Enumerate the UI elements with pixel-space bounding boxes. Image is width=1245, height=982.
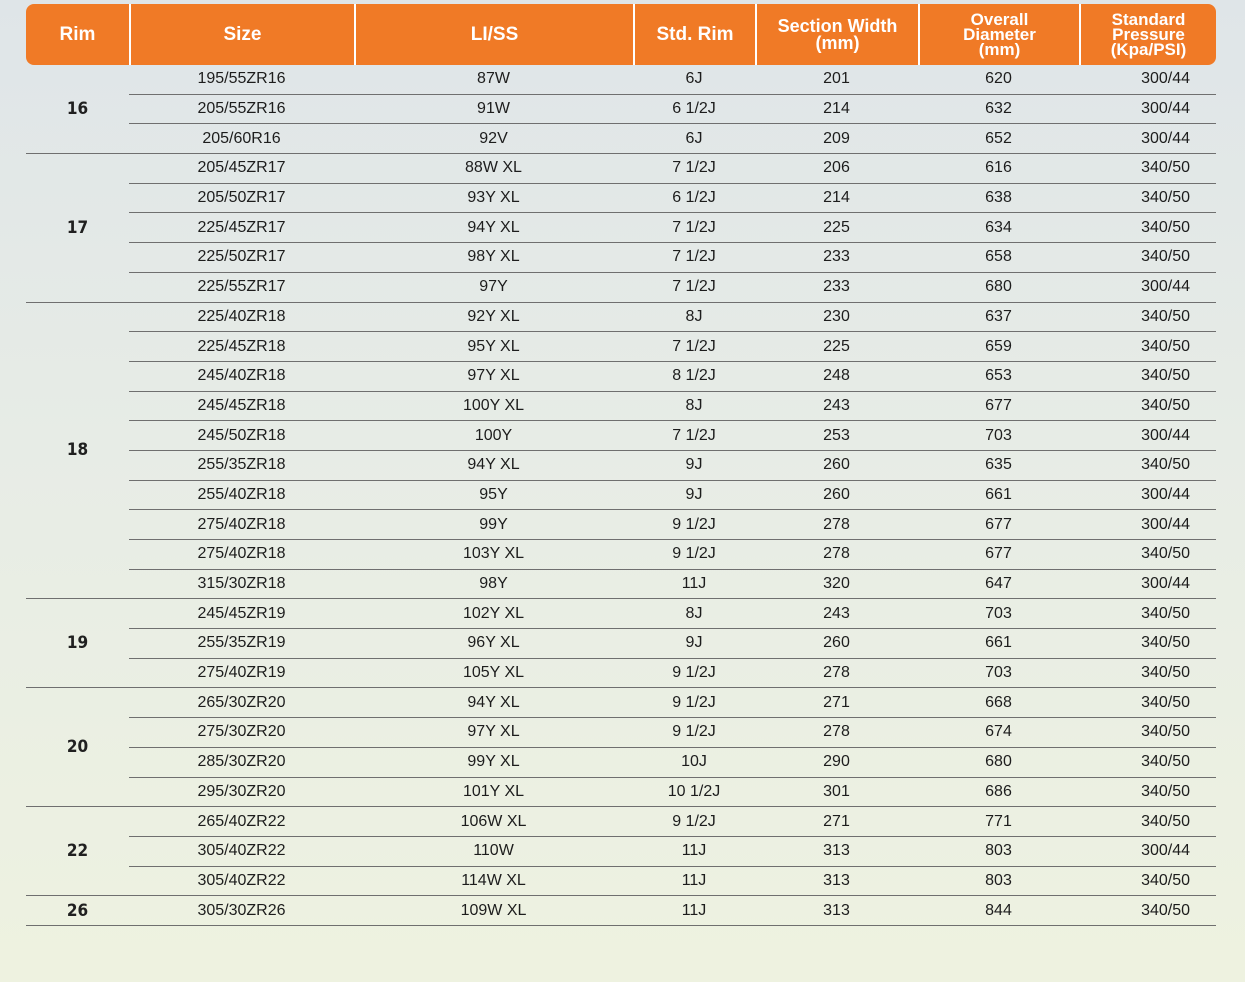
- cell-std-rim: 7 1/2J: [633, 243, 755, 273]
- cell-overall-diameter: 632: [918, 95, 1079, 125]
- cell-std-rim: 9J: [633, 481, 755, 511]
- cell-rim: 16: [26, 65, 129, 154]
- cell-pressure: 300/44: [1079, 570, 1216, 600]
- cell-rim: 18: [26, 303, 129, 600]
- cell-pressure: 340/50: [1079, 896, 1216, 926]
- cell-section-width: 233: [755, 273, 918, 303]
- cell-rim: 19: [26, 599, 129, 688]
- cell-section-width: 301: [755, 778, 918, 808]
- table-row: [26, 213, 1216, 243]
- cell-pressure: 340/50: [1079, 718, 1216, 748]
- cell-section-width: 214: [755, 184, 918, 214]
- cell-pressure: 340/50: [1079, 213, 1216, 243]
- cell-section-width: 271: [755, 688, 918, 718]
- cell-std-rim: 7 1/2J: [633, 213, 755, 243]
- cell-size: 195/55ZR16: [129, 65, 354, 95]
- cell-std-rim: 9J: [633, 629, 755, 659]
- cell-load-speed: 102Y XL: [354, 599, 633, 629]
- cell-overall-diameter: 668: [918, 688, 1079, 718]
- cell-overall-diameter: 652: [918, 124, 1079, 154]
- cell-overall-diameter: 686: [918, 778, 1079, 808]
- cell-section-width: 290: [755, 748, 918, 778]
- cell-overall-diameter: 658: [918, 243, 1079, 273]
- cell-pressure: 300/44: [1079, 65, 1216, 95]
- cell-size: 245/50ZR18: [129, 421, 354, 451]
- cell-overall-diameter: 680: [918, 273, 1079, 303]
- cell-overall-diameter: 803: [918, 837, 1079, 867]
- cell-overall-diameter: 616: [918, 154, 1079, 184]
- table-header-row: [26, 4, 1216, 65]
- cell-overall-diameter: 674: [918, 718, 1079, 748]
- table-row: [26, 629, 1216, 659]
- cell-rim: 22: [26, 807, 129, 896]
- cell-load-speed: 97Y: [354, 273, 633, 303]
- cell-pressure: 340/50: [1079, 243, 1216, 273]
- table-row: [26, 481, 1216, 511]
- table-row: [26, 688, 1216, 718]
- cell-size: 285/30ZR20: [129, 748, 354, 778]
- table-row: [26, 540, 1216, 570]
- cell-overall-diameter: 677: [918, 392, 1079, 422]
- cell-pressure: 340/50: [1079, 659, 1216, 689]
- cell-rim: 17: [26, 154, 129, 302]
- table-row: [26, 65, 1216, 95]
- cell-pressure: 340/50: [1079, 303, 1216, 333]
- header-overall-diameter-line3: (mm): [978, 40, 1021, 59]
- cell-load-speed: 109W XL: [354, 896, 633, 926]
- cell-load-speed: 97Y XL: [354, 718, 633, 748]
- cell-std-rim: 10J: [633, 748, 755, 778]
- cell-load-speed: 99Y: [354, 510, 633, 540]
- cell-pressure: 300/44: [1079, 510, 1216, 540]
- cell-section-width: 260: [755, 481, 918, 511]
- cell-load-speed: 97Y XL: [354, 362, 633, 392]
- cell-load-speed: 98Y: [354, 570, 633, 600]
- cell-load-speed: 92Y XL: [354, 303, 633, 333]
- cell-size: 305/40ZR22: [129, 837, 354, 867]
- cell-size: 245/45ZR19: [129, 599, 354, 629]
- cell-overall-diameter: 677: [918, 510, 1079, 540]
- cell-pressure: 340/50: [1079, 154, 1216, 184]
- cell-size: 225/45ZR18: [129, 332, 354, 362]
- cell-pressure: 340/50: [1079, 867, 1216, 897]
- table-row: [26, 303, 1216, 333]
- cell-load-speed: 103Y XL: [354, 540, 633, 570]
- cell-load-speed: 87W: [354, 65, 633, 95]
- cell-pressure: 300/44: [1079, 95, 1216, 125]
- header-load-index-speed: [354, 4, 633, 65]
- cell-load-speed: 92V: [354, 124, 633, 154]
- cell-std-rim: 11J: [633, 837, 755, 867]
- cell-size: 225/40ZR18: [129, 303, 354, 333]
- cell-size: 275/40ZR19: [129, 659, 354, 689]
- cell-pressure: 340/50: [1079, 451, 1216, 481]
- cell-std-rim: 7 1/2J: [633, 154, 755, 184]
- cell-rim: 20: [26, 688, 129, 807]
- cell-overall-diameter: 637: [918, 303, 1079, 333]
- cell-load-speed: 110W: [354, 837, 633, 867]
- cell-load-speed: 100Y: [354, 421, 633, 451]
- cell-pressure: 300/44: [1079, 837, 1216, 867]
- table-row: [26, 154, 1216, 184]
- cell-overall-diameter: 635: [918, 451, 1079, 481]
- cell-std-rim: 11J: [633, 896, 755, 926]
- table-row: [26, 718, 1216, 748]
- cell-section-width: 278: [755, 718, 918, 748]
- cell-load-speed: 95Y: [354, 481, 633, 511]
- cell-size: 275/40ZR18: [129, 510, 354, 540]
- cell-size: 265/30ZR20: [129, 688, 354, 718]
- cell-std-rim: 7 1/2J: [633, 421, 755, 451]
- cell-section-width: 248: [755, 362, 918, 392]
- cell-load-speed: 99Y XL: [354, 748, 633, 778]
- cell-overall-diameter: 703: [918, 659, 1079, 689]
- cell-overall-diameter: 771: [918, 807, 1079, 837]
- cell-overall-diameter: 803: [918, 867, 1079, 897]
- cell-size: 295/30ZR20: [129, 778, 354, 808]
- cell-pressure: 340/50: [1079, 629, 1216, 659]
- cell-load-speed: 105Y XL: [354, 659, 633, 689]
- cell-size: 265/40ZR22: [129, 807, 354, 837]
- cell-load-speed: 100Y XL: [354, 392, 633, 422]
- cell-section-width: 278: [755, 540, 918, 570]
- header-rim-label: Rim: [59, 24, 96, 45]
- cell-size: 205/45ZR17: [129, 154, 354, 184]
- table-row: [26, 95, 1216, 125]
- cell-pressure: 340/50: [1079, 807, 1216, 837]
- cell-pressure: 300/44: [1079, 124, 1216, 154]
- header-section-width: [755, 4, 918, 65]
- cell-rim: 26: [26, 896, 129, 926]
- cell-overall-diameter: 703: [918, 421, 1079, 451]
- cell-std-rim: 6J: [633, 124, 755, 154]
- cell-section-width: 201: [755, 65, 918, 95]
- cell-overall-diameter: 620: [918, 65, 1079, 95]
- table-row: [26, 570, 1216, 600]
- cell-std-rim: 8 1/2J: [633, 362, 755, 392]
- cell-load-speed: 93Y XL: [354, 184, 633, 214]
- cell-load-speed: 94Y XL: [354, 213, 633, 243]
- cell-load-speed: 96Y XL: [354, 629, 633, 659]
- cell-load-speed: 94Y XL: [354, 451, 633, 481]
- cell-pressure: 300/44: [1079, 421, 1216, 451]
- cell-size: 205/55ZR16: [129, 95, 354, 125]
- cell-section-width: 225: [755, 213, 918, 243]
- table-row: [26, 837, 1216, 867]
- cell-load-speed: 91W: [354, 95, 633, 125]
- header-size-label: Size: [223, 24, 262, 45]
- table-row: [26, 510, 1216, 540]
- table-row: [26, 659, 1216, 689]
- cell-section-width: 278: [755, 510, 918, 540]
- header-standard-pressure-line1: Standard: [1111, 10, 1186, 29]
- table-row: [26, 362, 1216, 392]
- cell-overall-diameter: 680: [918, 748, 1079, 778]
- cell-pressure: 340/50: [1079, 392, 1216, 422]
- cell-section-width: 206: [755, 154, 918, 184]
- cell-std-rim: 8J: [633, 303, 755, 333]
- cell-size: 205/50ZR17: [129, 184, 354, 214]
- table-row: [26, 778, 1216, 808]
- header-section-width-line2: (mm): [815, 32, 860, 53]
- cell-section-width: 320: [755, 570, 918, 600]
- cell-std-rim: 6J: [633, 65, 755, 95]
- cell-std-rim: 9J: [633, 451, 755, 481]
- header-standard-pressure-line3: (Kpa/PSI): [1110, 40, 1187, 59]
- cell-overall-diameter: 638: [918, 184, 1079, 214]
- table-row: [26, 124, 1216, 154]
- cell-pressure: 340/50: [1079, 540, 1216, 570]
- cell-size: 225/45ZR17: [129, 213, 354, 243]
- cell-std-rim: 11J: [633, 570, 755, 600]
- cell-std-rim: 9 1/2J: [633, 688, 755, 718]
- cell-section-width: 209: [755, 124, 918, 154]
- table-row: [26, 748, 1216, 778]
- cell-size: 255/35ZR18: [129, 451, 354, 481]
- cell-size: 245/40ZR18: [129, 362, 354, 392]
- cell-load-speed: 106W XL: [354, 807, 633, 837]
- cell-pressure: 340/50: [1079, 688, 1216, 718]
- cell-std-rim: 6 1/2J: [633, 184, 755, 214]
- cell-std-rim: 7 1/2J: [633, 273, 755, 303]
- cell-std-rim: 9 1/2J: [633, 807, 755, 837]
- cell-section-width: 313: [755, 837, 918, 867]
- table-row: [26, 184, 1216, 214]
- cell-load-speed: 101Y XL: [354, 778, 633, 808]
- cell-size: 205/60R16: [129, 124, 354, 154]
- header-section-width-line1: Section Width: [777, 15, 898, 36]
- table-row: [26, 451, 1216, 481]
- cell-size: 275/40ZR18: [129, 540, 354, 570]
- cell-load-speed: 98Y XL: [354, 243, 633, 273]
- cell-size: 225/50ZR17: [129, 243, 354, 273]
- cell-pressure: 300/44: [1079, 481, 1216, 511]
- cell-size: 275/30ZR20: [129, 718, 354, 748]
- table-row: [26, 273, 1216, 303]
- cell-overall-diameter: 844: [918, 896, 1079, 926]
- cell-section-width: 230: [755, 303, 918, 333]
- tire-size-table: [26, 4, 1216, 926]
- table-row: [26, 421, 1216, 451]
- cell-overall-diameter: 677: [918, 540, 1079, 570]
- cell-std-rim: 6 1/2J: [633, 95, 755, 125]
- cell-overall-diameter: 659: [918, 332, 1079, 362]
- table-row: [26, 332, 1216, 362]
- header-std-rim-label: Std. Rim: [656, 24, 734, 45]
- cell-section-width: 313: [755, 867, 918, 897]
- table-row: [26, 392, 1216, 422]
- cell-pressure: 340/50: [1079, 748, 1216, 778]
- header-size: [129, 4, 354, 65]
- cell-load-speed: 94Y XL: [354, 688, 633, 718]
- header-liss-label: LI/SS: [470, 24, 519, 45]
- cell-section-width: 214: [755, 95, 918, 125]
- cell-size: 305/30ZR26: [129, 896, 354, 926]
- cell-size: 305/40ZR22: [129, 867, 354, 897]
- cell-load-speed: 88W XL: [354, 154, 633, 184]
- table-row: [26, 243, 1216, 273]
- cell-std-rim: 9 1/2J: [633, 540, 755, 570]
- cell-size: 225/55ZR17: [129, 273, 354, 303]
- cell-size: 255/40ZR18: [129, 481, 354, 511]
- cell-section-width: 233: [755, 243, 918, 273]
- cell-overall-diameter: 647: [918, 570, 1079, 600]
- header-standard-pressure: [1079, 4, 1216, 65]
- cell-overall-diameter: 661: [918, 629, 1079, 659]
- cell-pressure: 340/50: [1079, 599, 1216, 629]
- cell-load-speed: 95Y XL: [354, 332, 633, 362]
- cell-pressure: 340/50: [1079, 778, 1216, 808]
- table-row: [26, 867, 1216, 897]
- cell-pressure: 300/44: [1079, 273, 1216, 303]
- cell-std-rim: 9 1/2J: [633, 718, 755, 748]
- header-rim: [26, 4, 129, 65]
- cell-section-width: 271: [755, 807, 918, 837]
- cell-pressure: 340/50: [1079, 332, 1216, 362]
- cell-section-width: 313: [755, 896, 918, 926]
- cell-std-rim: 9 1/2J: [633, 510, 755, 540]
- cell-overall-diameter: 653: [918, 362, 1079, 392]
- cell-overall-diameter: 634: [918, 213, 1079, 243]
- table-row: [26, 807, 1216, 837]
- cell-std-rim: 11J: [633, 867, 755, 897]
- cell-section-width: 243: [755, 392, 918, 422]
- cell-section-width: 278: [755, 659, 918, 689]
- cell-size: 255/35ZR19: [129, 629, 354, 659]
- header-std-rim: [633, 4, 755, 65]
- header-overall-diameter-line1: Overall: [970, 10, 1029, 29]
- cell-std-rim: 8J: [633, 599, 755, 629]
- cell-section-width: 225: [755, 332, 918, 362]
- header-standard-pressure-line2: Pressure: [1112, 25, 1185, 44]
- cell-load-speed: 114W XL: [354, 867, 633, 897]
- cell-std-rim: 10 1/2J: [633, 778, 755, 808]
- cell-pressure: 340/50: [1079, 184, 1216, 214]
- cell-size: 245/45ZR18: [129, 392, 354, 422]
- header-overall-diameter-line2: Diameter: [963, 25, 1036, 44]
- table-row: [26, 599, 1216, 629]
- cell-std-rim: 7 1/2J: [633, 332, 755, 362]
- cell-std-rim: 9 1/2J: [633, 659, 755, 689]
- table-body: [26, 65, 1216, 926]
- cell-std-rim: 8J: [633, 392, 755, 422]
- cell-section-width: 243: [755, 599, 918, 629]
- cell-overall-diameter: 661: [918, 481, 1079, 511]
- table-row: [26, 896, 1216, 926]
- cell-section-width: 253: [755, 421, 918, 451]
- cell-section-width: 260: [755, 451, 918, 481]
- cell-overall-diameter: 703: [918, 599, 1079, 629]
- cell-pressure: 340/50: [1079, 362, 1216, 392]
- header-overall-diameter: [918, 4, 1079, 65]
- cell-size: 315/30ZR18: [129, 570, 354, 600]
- cell-section-width: 260: [755, 629, 918, 659]
